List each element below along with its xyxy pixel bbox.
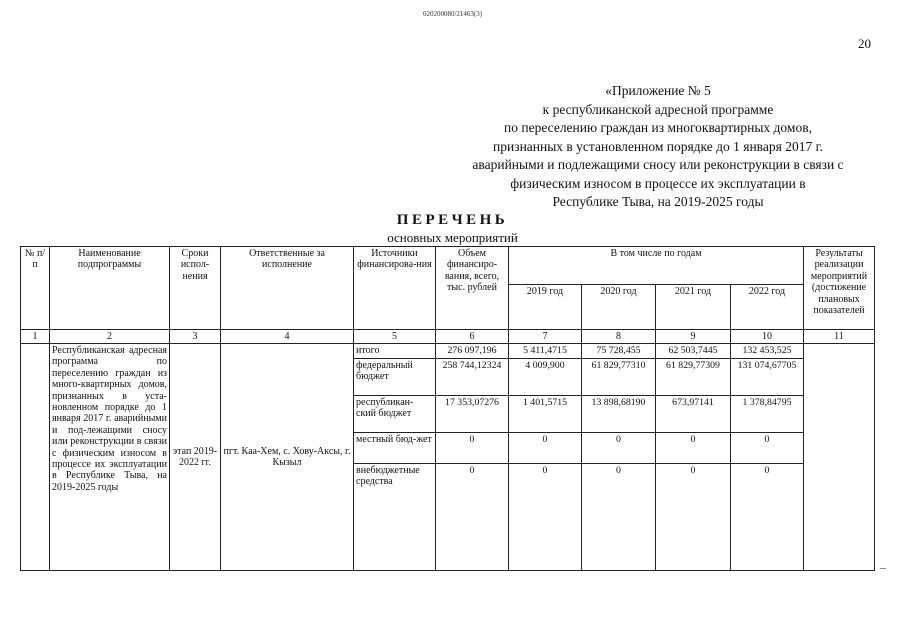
financing-source: итого <box>354 344 436 359</box>
header-responsible: Ответственные за исполнение <box>221 247 354 330</box>
page-number: 20 <box>858 36 871 51</box>
financing-2021: 673,97141 <box>656 396 731 433</box>
column-number-row <box>21 330 875 344</box>
header-year-2019: 2019 год <box>509 285 582 330</box>
header-volume: Объем финансиро-вания, всего, тыс. рублей <box>436 247 509 330</box>
column-number: 9 <box>656 330 731 344</box>
scan-mark <box>880 568 886 569</box>
header-sources: Источники финансирова-ния <box>354 247 436 330</box>
financing-total: 258 744,12324 <box>436 359 509 396</box>
appendix-line: физическим износом в процессе их эксплуатации в <box>510 175 806 191</box>
financing-2021: 61 829,77309 <box>656 359 731 396</box>
financing-source: республикан-ский бюджет <box>354 396 436 433</box>
column-number: 7 <box>509 330 582 344</box>
execution-terms: этап 2019-2022 гг. <box>170 344 221 571</box>
financing-2021: 0 <box>656 464 731 571</box>
financing-2019: 1 401,5715 <box>509 396 582 433</box>
financing-source: внебюджетные средства <box>354 464 436 571</box>
table-row <box>21 344 875 359</box>
subprogram-name: Республиканская адресная программа по переселению граждан из много-квартирных домов, признанных в уста-новленном порядке до 1 января 2017 г. аварийными и под-лежащими сносу или реконструкции в связи с физическим износом в процессе их эксплуатации в Республике Тыва, на 2019-2025 годы <box>50 344 170 571</box>
row-num <box>21 344 50 571</box>
header-year-2022: 2022 год <box>731 285 804 330</box>
header-num: № п/п <box>21 247 50 330</box>
financing-total: 276 097,196 <box>436 344 509 359</box>
column-number: 6 <box>436 330 509 344</box>
financing-total: 17 353,07276 <box>436 396 509 433</box>
appendix-line: Республике Тыва, на 2019-2025 годы <box>552 194 764 209</box>
appendix-line: аварийными и подлежащими сносу или реконструкции в связи с <box>472 157 844 172</box>
header-year-2020: 2020 год <box>582 285 656 330</box>
column-number: 10 <box>731 330 804 344</box>
financing-total: 0 <box>436 433 509 464</box>
responsible-parties: пгт. Каа-Хем, с. Хову-Аксы, г. Кызыл <box>221 344 354 571</box>
column-number: 4 <box>221 330 354 344</box>
column-number: 8 <box>582 330 656 344</box>
financing-2022: 132 453,525 <box>731 344 804 359</box>
financing-2019: 0 <box>509 433 582 464</box>
results-cell <box>804 344 875 571</box>
financing-total: 0 <box>436 464 509 571</box>
column-number: 1 <box>21 330 50 344</box>
financing-2020: 13 898,68190 <box>582 396 656 433</box>
header-by-years: В том числе по годам <box>509 247 804 285</box>
financing-2020: 75 728,455 <box>582 344 656 359</box>
financing-2021: 0 <box>656 433 731 464</box>
column-number: 5 <box>354 330 436 344</box>
appendix-line: по переселению граждан из многоквартирных домов, <box>504 120 812 135</box>
financing-2021: 62 503,7445 <box>656 344 731 359</box>
header-name: Наименование подпрограммы <box>50 247 170 330</box>
financing-2022: 0 <box>731 464 804 571</box>
appendix-line: признанных в установленном порядке до 1 января 2017 г. <box>493 138 823 154</box>
header-results: Результаты реализации мероприятий (достижение плановых показателей <box>804 247 875 330</box>
financing-2020: 0 <box>582 433 656 464</box>
appendix-line: «Приложение № 5 <box>605 83 711 98</box>
column-number: 2 <box>50 330 170 344</box>
document-id: 620200080/21463(3) <box>422 10 483 18</box>
measures-table <box>20 246 875 571</box>
appendix-heading <box>448 82 868 212</box>
appendix-line: к республиканской адресной программе <box>542 101 774 117</box>
list-title: ПЕРЕЧЕНЬ <box>396 212 509 228</box>
financing-2022: 1 378,84795 <box>731 396 804 433</box>
financing-2020: 61 829,77310 <box>582 359 656 396</box>
financing-2019: 4 009,900 <box>509 359 582 396</box>
column-number: 3 <box>170 330 221 344</box>
financing-2019: 0 <box>509 464 582 571</box>
financing-2022: 131 074,67705 <box>731 359 804 396</box>
header-year-2021: 2021 год <box>656 285 731 330</box>
financing-source: местный бюд-жет <box>354 433 436 464</box>
column-number: 11 <box>804 330 875 344</box>
financing-source: федеральный бюджет <box>354 359 436 396</box>
list-subtitle: основных мероприятий <box>387 230 518 245</box>
financing-2020: 0 <box>582 464 656 571</box>
financing-2022: 0 <box>731 433 804 464</box>
header-terms: Сроки испол-нения <box>170 247 221 330</box>
financing-2019: 5 411,4715 <box>509 344 582 359</box>
